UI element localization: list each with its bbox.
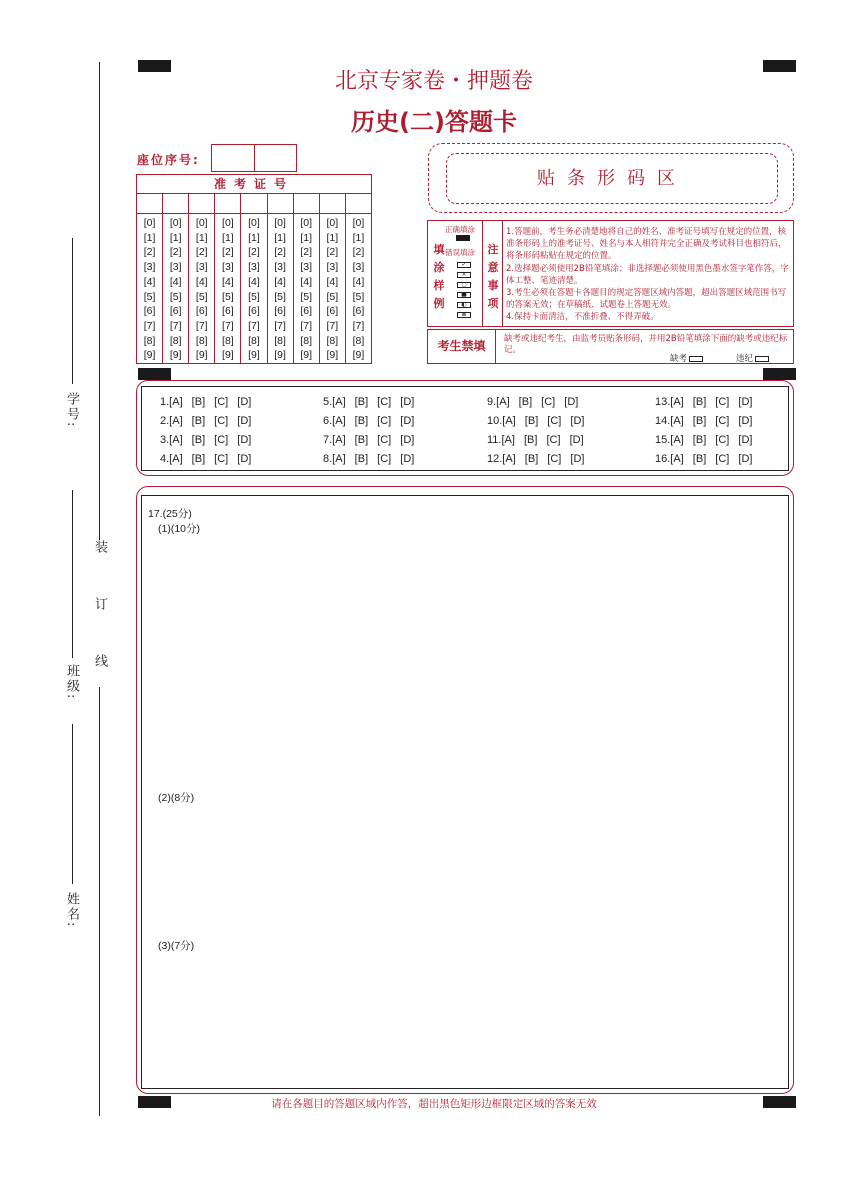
barcode-area[interactable]: 贴条形码区 xyxy=(446,153,778,204)
choice-question[interactable]: 4.[A] [B] [C] [D] xyxy=(160,453,252,465)
absent-mark[interactable] xyxy=(670,352,703,364)
digit-bubble[interactable]: [9] xyxy=(222,349,234,362)
admission-digit-bubbles xyxy=(137,214,162,363)
choice-question[interactable]: 14.[A] [B] [C] [D] xyxy=(655,415,753,427)
fill-correct-label: 正确填涂 xyxy=(445,225,475,234)
digit-bubble[interactable]: [8] xyxy=(195,334,208,347)
admission-digit-write-box[interactable] xyxy=(268,194,293,214)
digit-bubble[interactable]: [3] xyxy=(195,261,208,274)
digit-bubble[interactable]: [1] xyxy=(248,231,260,244)
digit-bubble[interactable]: [4] xyxy=(300,275,313,288)
digit-bubble[interactable]: [2] xyxy=(169,246,182,259)
digit-bubble[interactable]: [9] xyxy=(352,349,365,362)
digit-bubble[interactable]: [4] xyxy=(326,275,339,288)
digit-bubble[interactable]: [5] xyxy=(169,290,182,303)
digit-bubble[interactable]: [1] xyxy=(143,231,156,244)
footer-note: 请在各题目的答题区域内作答，超出黑色矩形边框限定区域的答案无效 xyxy=(271,1098,597,1110)
choice-question[interactable]: 3.[A] [B] [C] [D] xyxy=(160,434,252,446)
digit-bubble[interactable]: [0] xyxy=(326,217,339,229)
wrong-fill-half-icon: ◐ xyxy=(457,302,471,308)
admission-digit-write-box[interactable] xyxy=(241,194,266,214)
digit-bubble[interactable]: [3] xyxy=(274,261,286,274)
admission-digit-write-box[interactable] xyxy=(215,194,240,214)
digit-bubble[interactable]: [7] xyxy=(274,319,286,332)
digit-bubble[interactable]: [6] xyxy=(300,305,313,318)
digit-bubble[interactable]: [1] xyxy=(300,231,313,244)
divider xyxy=(502,221,503,326)
admission-digit-bubbles xyxy=(320,214,345,363)
digit-bubble[interactable]: [3] xyxy=(300,261,313,274)
divider xyxy=(482,221,483,326)
digit-bubble[interactable]: [4] xyxy=(274,275,286,288)
digit-bubble[interactable]: [1] xyxy=(352,231,365,244)
xuehao-label: 学号: xyxy=(64,392,79,429)
digit-bubble[interactable]: [0] xyxy=(352,217,365,229)
digit-bubble[interactable]: [1] xyxy=(169,231,182,244)
digit-bubble[interactable]: [9] xyxy=(300,349,313,362)
admission-digit-column xyxy=(241,194,267,363)
digit-bubble[interactable]: [8] xyxy=(274,334,286,347)
admission-digit-write-box[interactable] xyxy=(320,194,345,214)
digit-bubble[interactable]: [2] xyxy=(195,246,208,259)
digit-bubble[interactable]: [5] xyxy=(195,290,208,303)
digit-bubble[interactable]: [5] xyxy=(143,290,156,303)
forbidden-text: 缺考或违纪考生，由监考员贴条形码，并用2B铅笔填涂下面的缺考或违纪标记。 xyxy=(504,334,788,355)
instructions-box xyxy=(427,220,794,327)
digit-bubble[interactable]: [3] xyxy=(143,261,156,274)
choice-question[interactable]: 8.[A] [B] [C] [D] xyxy=(323,453,415,465)
admission-digit-write-box[interactable] xyxy=(137,194,162,214)
xingming-label: 姓名: xyxy=(64,892,79,929)
position-marker xyxy=(138,368,171,380)
choice-section xyxy=(141,386,789,471)
choice-question[interactable]: 1.[A] [B] [C] [D] xyxy=(160,396,252,408)
digit-bubble[interactable]: [6] xyxy=(274,305,286,318)
digit-bubble[interactable]: [1] xyxy=(274,231,286,244)
answer-area-q17[interactable] xyxy=(141,495,789,1089)
q17-label: 17.(25分) xyxy=(148,508,192,520)
digit-bubble[interactable]: [1] xyxy=(222,231,234,244)
digit-bubble[interactable]: [5] xyxy=(326,290,339,303)
admission-digit-bubbles xyxy=(346,214,371,363)
admission-digit-column xyxy=(294,194,320,363)
violation-mark[interactable] xyxy=(736,352,769,364)
digit-bubble[interactable]: [6] xyxy=(326,305,339,318)
digit-bubble[interactable]: [2] xyxy=(143,246,156,259)
digit-bubble[interactable]: [9] xyxy=(274,349,286,362)
digit-bubble[interactable]: [0] xyxy=(248,217,260,229)
choice-question[interactable]: 15.[A] [B] [C] [D] xyxy=(655,434,753,446)
wrong-fill-square-icon: ■ xyxy=(457,292,471,298)
digit-bubble[interactable]: [9] xyxy=(248,349,260,362)
seat-number-box[interactable] xyxy=(211,144,297,172)
digit-bubble[interactable]: [3] xyxy=(222,261,234,274)
digit-bubble[interactable]: [8] xyxy=(143,334,156,347)
digit-bubble[interactable]: [0] xyxy=(143,217,156,229)
digit-bubble[interactable]: [1] xyxy=(326,231,339,244)
choice-question[interactable]: 16.[A] [B] [C] [D] xyxy=(655,453,753,465)
attention-item: 2.选择题必须使用2B铅笔填涂；非选择题必须使用黑色墨水签字笔作答，字体工整、笔迹清楚。 xyxy=(506,263,789,286)
digit-bubble[interactable]: [2] xyxy=(274,246,286,259)
digit-bubble[interactable]: [6] xyxy=(352,305,365,318)
title-top: 北京专家卷・押题卷 xyxy=(334,69,533,94)
choice-question[interactable]: 13.[A] [B] [C] [D] xyxy=(655,396,753,408)
attention-text xyxy=(506,226,794,324)
digit-bubble[interactable]: [9] xyxy=(326,349,339,362)
digit-bubble[interactable]: [3] xyxy=(326,261,339,274)
digit-bubble[interactable]: [5] xyxy=(248,290,260,303)
binding-line-label: 装 订 线 xyxy=(92,540,107,688)
wrong-fill-check-icon: ✓ xyxy=(457,262,471,268)
digit-bubble[interactable]: [2] xyxy=(248,246,260,259)
choice-question[interactable]: 11.[A] [B] [C] [D] xyxy=(487,434,584,446)
q17-part1-label: (1)(10分) xyxy=(158,523,201,535)
admission-digit-write-box[interactable] xyxy=(346,194,371,214)
correct-fill-swatch xyxy=(456,235,470,241)
digit-bubble[interactable]: [8] xyxy=(326,334,339,347)
admission-digit-bubbles xyxy=(294,214,319,363)
digit-bubble[interactable]: [5] xyxy=(274,290,286,303)
banji-label: 班级: xyxy=(64,664,79,701)
digit-bubble[interactable]: [5] xyxy=(222,290,234,303)
digit-bubble[interactable]: [2] xyxy=(326,246,339,259)
admission-digit-bubbles xyxy=(268,214,293,363)
digit-bubble[interactable]: [5] xyxy=(352,290,365,303)
digit-bubble[interactable]: [7] xyxy=(195,319,208,332)
digit-bubble[interactable]: [4] xyxy=(248,275,260,288)
digit-bubble[interactable]: [8] xyxy=(248,334,260,347)
admission-digit-column xyxy=(137,194,163,363)
digit-bubble[interactable]: [8] xyxy=(169,334,182,347)
digit-bubble[interactable]: [4] xyxy=(143,275,156,288)
digit-bubble[interactable]: [6] xyxy=(169,305,182,318)
digit-bubble[interactable]: [0] xyxy=(300,217,313,229)
wrong-fill-circle-icon: ○ xyxy=(457,282,471,288)
attention-item: 3.考生必须在答题卡各题目的规定答题区域内答题，超出答题区域范围书写的答案无效；在草稿纸、试题卷上答题无效。 xyxy=(506,288,787,311)
wrong-fill-boxx-icon: ⊠ xyxy=(457,312,471,318)
forbidden-label: 考生禁填 xyxy=(428,330,496,363)
admission-digit-column xyxy=(189,194,215,363)
seat-label: 座位序号: xyxy=(137,153,200,167)
digit-bubble[interactable]: [3] xyxy=(352,261,365,274)
admission-digit-bubbles xyxy=(163,214,188,363)
wrong-fill-cross-icon: × xyxy=(457,272,471,278)
digit-bubble[interactable]: [6] xyxy=(222,305,234,318)
admission-digit-write-box[interactable] xyxy=(163,194,188,214)
xuehao-line xyxy=(72,238,73,384)
digit-bubble[interactable]: [7] xyxy=(169,319,182,332)
digit-bubble[interactable]: [6] xyxy=(195,305,208,318)
digit-bubble[interactable]: [6] xyxy=(143,305,156,318)
digit-bubble[interactable]: [3] xyxy=(169,261,182,274)
digit-bubble[interactable]: [8] xyxy=(352,334,365,347)
admission-digit-column xyxy=(163,194,189,363)
digit-bubble[interactable]: [6] xyxy=(248,305,260,318)
fill-example-label: 填涂样例 xyxy=(433,243,445,310)
title-main: 历史(二)答题卡 xyxy=(351,108,517,136)
digit-bubble[interactable]: [7] xyxy=(248,319,260,332)
attention-item: 1.答题前，考生务必清楚地将自己的姓名、准考证号填写在规定的位置，核准条形码上的准考证号、姓名与本人相符并完全正确及考试科目也相符后，将条形码粘贴在规定的位置。 xyxy=(506,227,787,262)
fill-wrong-label: 错误填涂 xyxy=(445,248,475,257)
admission-digit-bubbles xyxy=(189,214,214,363)
admission-digit-bubbles xyxy=(241,214,266,363)
admission-digit-write-box[interactable] xyxy=(294,194,319,214)
choice-question[interactable]: 10.[A] [B] [C] [D] xyxy=(487,415,585,427)
digit-bubble[interactable]: [4] xyxy=(352,275,365,288)
digit-bubble[interactable]: [0] xyxy=(222,217,234,229)
admission-digit-column xyxy=(346,194,371,363)
choice-question[interactable]: 2.[A] [B] [C] [D] xyxy=(160,415,252,427)
violation-box[interactable] xyxy=(755,356,769,362)
digit-bubble[interactable]: [2] xyxy=(222,246,234,259)
candidate-forbidden-box xyxy=(427,329,794,364)
digit-bubble[interactable]: [3] xyxy=(248,261,260,274)
admission-digit-column xyxy=(215,194,241,363)
choice-question[interactable]: 9.[A] [B] [C] [D] xyxy=(487,396,579,408)
digit-bubble[interactable]: [7] xyxy=(143,319,156,332)
digit-bubble[interactable]: [7] xyxy=(222,319,234,332)
digit-bubble[interactable]: [8] xyxy=(300,334,313,347)
digit-bubble[interactable]: [5] xyxy=(300,290,313,303)
digit-bubble[interactable]: [0] xyxy=(195,217,208,229)
digit-bubble[interactable]: [2] xyxy=(300,246,313,259)
q17-part2-label: (2)(8分) xyxy=(158,792,195,804)
admission-number-columns xyxy=(137,194,371,363)
digit-bubble[interactable]: [0] xyxy=(169,217,182,229)
digit-bubble[interactable]: [2] xyxy=(352,246,365,259)
admission-digit-column xyxy=(320,194,346,363)
position-marker xyxy=(763,368,796,380)
attention-label: 注意事项 xyxy=(487,243,499,310)
admission-number-grid xyxy=(136,174,372,364)
choice-question[interactable]: 7.[A] [B] [C] [D] xyxy=(323,434,415,446)
choice-question[interactable]: 12.[A] [B] [C] [D] xyxy=(487,453,585,465)
admission-number-header: 准考证号 xyxy=(137,175,371,194)
digit-bubble[interactable]: [4] xyxy=(195,275,208,288)
digit-bubble[interactable]: [9] xyxy=(169,349,182,362)
digit-bubble[interactable]: [4] xyxy=(222,275,234,288)
q17-part3-label: (3)(7分) xyxy=(158,940,195,952)
absent-label: 缺考 xyxy=(670,354,688,364)
digit-bubble[interactable]: [7] xyxy=(352,319,365,332)
violation-label: 违纪 xyxy=(736,354,754,364)
digit-bubble[interactable]: [7] xyxy=(326,319,339,332)
banji-line xyxy=(72,490,73,658)
choice-question[interactable]: 5.[A] [B] [C] [D] xyxy=(323,396,415,408)
digit-bubble[interactable]: [8] xyxy=(222,334,234,347)
digit-bubble[interactable]: [0] xyxy=(274,217,286,229)
xingming-line xyxy=(72,724,73,884)
digit-bubble[interactable]: [7] xyxy=(300,319,313,332)
digit-bubble[interactable]: [9] xyxy=(143,349,156,362)
digit-bubble[interactable]: [4] xyxy=(169,275,182,288)
absent-box[interactable] xyxy=(689,356,703,362)
digit-bubble[interactable]: [9] xyxy=(195,349,208,362)
admission-digit-write-box[interactable] xyxy=(189,194,214,214)
attention-item: 4.保持卡面清洁，不准折叠、不得弄破。 xyxy=(506,312,659,323)
digit-bubble[interactable]: [1] xyxy=(195,231,208,244)
choice-question[interactable]: 6.[A] [B] [C] [D] xyxy=(323,415,415,427)
admission-digit-column xyxy=(268,194,294,363)
admission-digit-bubbles xyxy=(215,214,240,363)
